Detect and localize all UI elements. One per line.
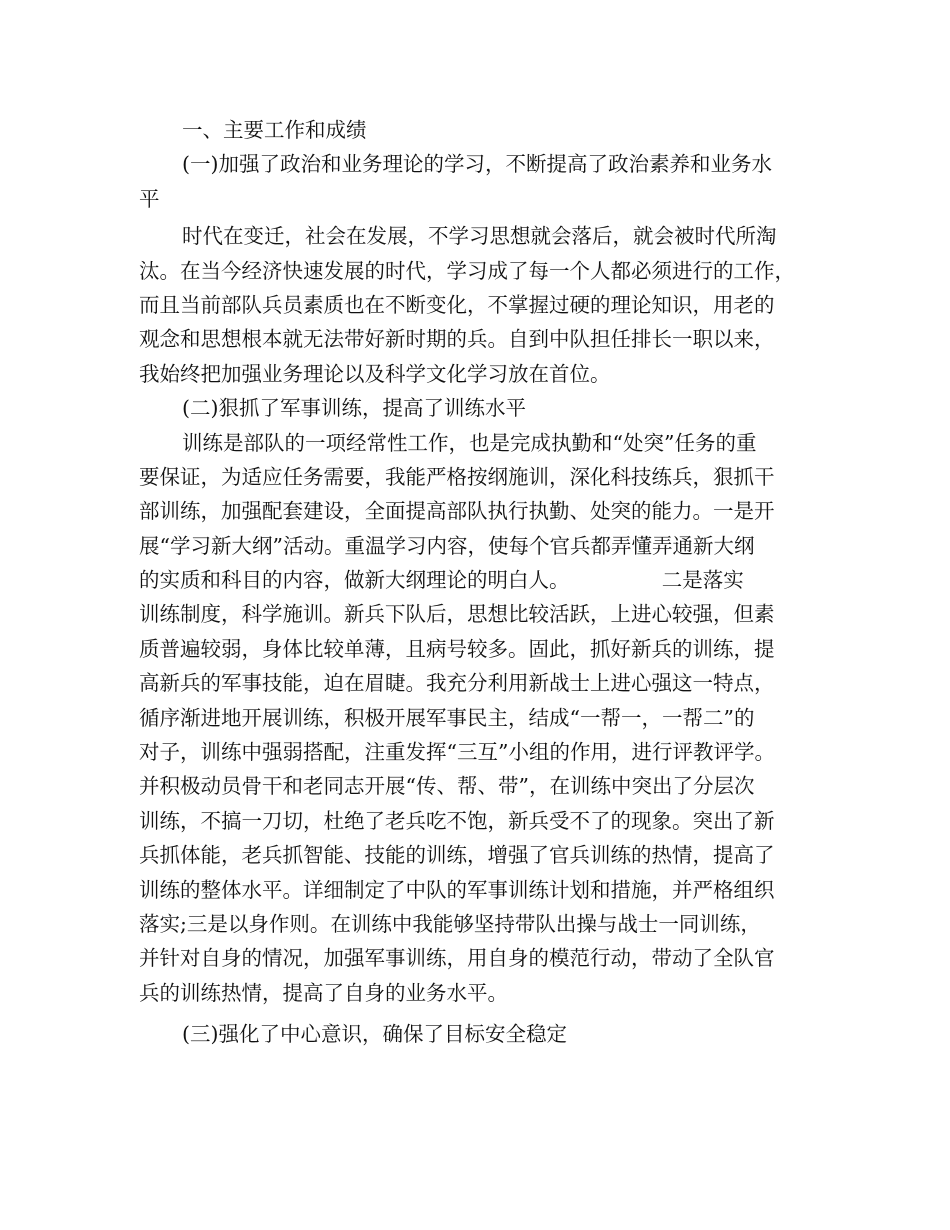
paragraph-line: 并积极动员骨干和老同志开展“传、帮、带”，在训练中突出了分层次 [139, 774, 755, 799]
paragraph-line: 高新兵的军事技能，迫在眉睫。我充分利用新战士上进心强这一特点， [139, 671, 775, 696]
paragraph-line: 的实质和科目的内容，做新大纲理论的明白人。 二是落实 [139, 568, 744, 593]
paragraph-line: 并针对自身的情况，加强军事训练，用自身的模范行动，带动了全队官 [139, 946, 775, 971]
section3-title: (三)强化了中心意识，确保了目标安全稳定 [182, 1022, 567, 1047]
section2-paragraph [139, 426, 842, 1011]
paragraph-line: 时代在变迁，社会在发展，不学习思想就会落后，就会被时代所淘 [182, 224, 777, 249]
paragraph-line: 观念和思想根本就无法带好新时期的兵。自到中队担任排长一职以来， [139, 327, 775, 352]
paragraph-line: 落实;三是以身作则。在训练中我能够坚持带队出操与战士一同训练， [139, 911, 761, 936]
paragraph-line: 兵的训练热情，提高了自身的业务水平。 [139, 980, 508, 1005]
paragraph-line: 对子，训练中强弱搭配，注重发挥“三互”小组的作用，进行评教评学。 [139, 740, 775, 765]
paragraph-line: 兵抓体能，老兵抓智能、技能的训练，增强了官兵训练的热情，提高了 [139, 843, 775, 868]
paragraph-line: 而且当前部队兵员素质也在不断变化，不掌握过硬的理论知识，用老的 [139, 292, 775, 317]
paragraph-line: 展“学习新大纲”活动。重温学习内容，使每个官兵都弄懂弄通新大纲 [139, 533, 755, 558]
paragraph-line: 汰。在当今经济快速发展的时代，学习成了每一个人都必须进行的工作， [139, 258, 795, 283]
section1-title-cont: 平 [139, 186, 160, 211]
heading-main-work: 一、主要工作和成绩 [182, 118, 367, 142]
section1-paragraph [139, 219, 842, 391]
section1-title: (一)加强了政治和业务理论的学习，不断提高了政治素养和业务水 [182, 152, 772, 177]
paragraph-line: 训练是部队的一项经常性工作，也是完成执勤和“处突”任务的重 [182, 430, 757, 455]
paragraph-line: 部训练，加强配套建设，全面提高部队执行执勤、处突的能力。一是开 [139, 499, 775, 524]
section2-title: (二)狠抓了军事训练，提高了训练水平 [182, 396, 526, 421]
paragraph-line: 我始终把加强业务理论以及科学文化学习放在首位。 [139, 361, 611, 386]
paragraph-line: 循序渐进地开展训练，积极开展军事民主，结成“一帮一，一帮二”的 [139, 705, 755, 730]
paragraph-line: 训练的整体水平。详细制定了中队的军事训练计划和措施，并严格组织 [139, 877, 775, 902]
paragraph-line: 训练制度，科学施训。新兵下队后，思想比较活跃，上进心较强，但素 [139, 602, 775, 627]
paragraph-line: 要保证，为适应任务需要，我能严格按纲施训，深化科技练兵，狠抓干 [139, 464, 775, 489]
paragraph-line: 训练，不搞一刀切，杜绝了老兵吃不饱，新兵受不了的现象。突出了新 [139, 808, 775, 833]
paragraph-line: 质普遍较弱，身体比较单薄，且病号较多。固此，抓好新兵的训练，提 [139, 636, 775, 661]
